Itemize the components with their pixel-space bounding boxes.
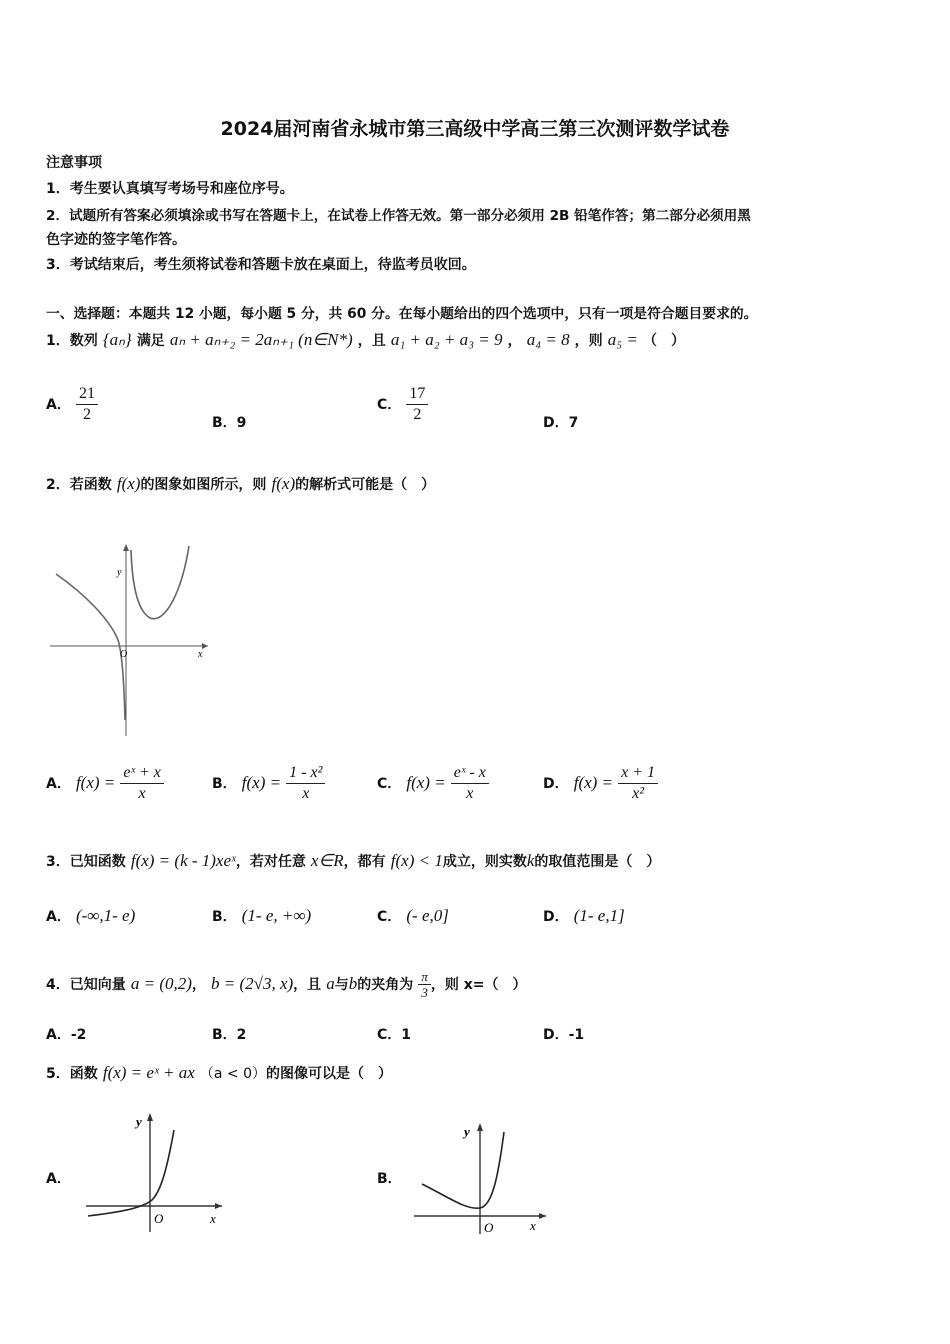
q1-ask: a₅ = — [607, 330, 638, 349]
option-lhs: f(x) = — [75, 773, 116, 792]
y-axis-label: y — [136, 1114, 142, 1129]
x-axis-arrow — [539, 1213, 546, 1219]
option-lhs: f(x) = — [406, 773, 446, 792]
q5-condition: （a < 0） — [199, 1066, 266, 1082]
q3-text: ，若对任意 — [235, 854, 306, 870]
option-fraction: $\frac{\text{eˣ - x}}{x}$ — [451, 763, 489, 804]
q2-option-c[interactable] — [377, 763, 489, 804]
option-lhs: f(x) = — [573, 773, 614, 792]
question-5-stem — [46, 1063, 392, 1083]
q1-option-b[interactable]: B．9 — [212, 415, 247, 431]
q1-condition-a4: a₄ = 8 — [526, 330, 570, 349]
option-value: (- e,0] — [406, 906, 449, 925]
q5-function: f(x) = eˣ + ax — [102, 1063, 195, 1082]
q3-option-d[interactable] — [543, 906, 625, 926]
notice-heading: 注意事项 — [46, 155, 102, 171]
q4-option-d[interactable]: D．-1 — [543, 1027, 585, 1043]
option-value: (1- e, +∞) — [241, 906, 312, 925]
q4-text: ，且 — [293, 977, 322, 993]
q1-option-a[interactable] — [46, 384, 98, 425]
q3-text: 成立，则实数 — [442, 854, 527, 870]
question-2-stem — [46, 474, 435, 494]
curve — [422, 1132, 504, 1208]
y-axis-arrow — [123, 544, 129, 551]
x-axis-arrow — [202, 643, 208, 649]
curve — [88, 1130, 174, 1216]
q2-option-a[interactable] — [46, 763, 164, 804]
q1-text: 满足 — [136, 333, 165, 349]
option-label: D． — [543, 776, 569, 792]
y-axis-label: y — [117, 567, 122, 578]
q2-function: f(x) — [271, 474, 296, 493]
q4-option-b[interactable]: B．2 — [212, 1027, 247, 1043]
q5-text: 的图像可以是（ ） — [266, 1066, 392, 1082]
q1-number: 1．数列 — [46, 333, 98, 349]
option-label: C． — [377, 397, 402, 413]
option-label: D． — [543, 909, 569, 925]
option-lhs: f(x) = — [241, 773, 282, 792]
q4-text: 与 — [334, 977, 349, 993]
origin-label: O — [120, 649, 128, 660]
y-axis-arrow — [477, 1123, 483, 1131]
q3-option-a[interactable] — [46, 906, 135, 926]
curve-left-branch — [56, 574, 128, 720]
option-label: A． — [46, 776, 71, 792]
option-label: B． — [212, 909, 237, 925]
q5-option-b-graph — [410, 1118, 556, 1238]
q1-paren: （ ） — [643, 333, 685, 349]
option-label: A． — [46, 397, 71, 413]
q4-angle: $\frac{\pi}{3}$ — [418, 969, 431, 1000]
notice-item-3: 3．考试结束后，考生须将试卷和答题卡放在桌面上，待监考员收回。 — [46, 257, 476, 273]
notice-item-2-cont: 色字迹的签字笔作答。 — [46, 232, 186, 248]
q1-option-c[interactable] — [377, 384, 428, 425]
origin-label: O — [484, 1220, 494, 1235]
notice-item-2: 2．试题所有答案必须填涂或书写在答题卡上，在试卷上作答无效。第一部分必须用 2B 铅笔作答；第二部分必须用黑 — [46, 208, 751, 224]
y-axis-arrow — [147, 1113, 153, 1121]
q3-domain: x∈R — [310, 851, 344, 870]
option-value: (-∞,1- e) — [75, 906, 136, 925]
q1-text: ，则 — [574, 333, 603, 349]
q1-recurrence: aₙ + aₙ₊₂ = 2aₙ₊₁ (n∈N*) — [169, 330, 353, 349]
notice-item-1: 1．考生要认真填写考场号和座位序号。 — [46, 181, 294, 197]
origin-label: O — [154, 1211, 164, 1226]
q4-a: a — [326, 974, 335, 993]
q3-k: k — [526, 851, 535, 870]
option-fraction: $\frac{\text{1 - x²}}{x}$ — [286, 763, 325, 804]
q2-option-d[interactable] — [543, 763, 658, 804]
option-fraction: $\frac{\text{eˣ + x}}{x}$ — [120, 763, 164, 804]
q1-sequence: {aₙ} — [102, 330, 132, 349]
q4-separator: ， — [191, 977, 206, 993]
q5-option-a[interactable]: A． — [46, 1171, 71, 1187]
q1-text: ，且 — [357, 333, 386, 349]
x-axis-label: x — [210, 1211, 216, 1226]
option-fraction: $\frac{x + 1}{\text{x²}}$ — [618, 763, 658, 804]
option-label: C． — [377, 909, 402, 925]
q5-number: 5．函数 — [46, 1066, 98, 1082]
page-title: 2024届河南省永城市第三高级中学高三第三次测评数学试卷 — [220, 118, 730, 140]
q4-text: ，则 x=（ ） — [430, 977, 527, 993]
q2-function: f(x) — [116, 474, 141, 493]
q3-option-b[interactable] — [212, 906, 311, 926]
option-label: A． — [46, 909, 71, 925]
question-1-stem — [46, 330, 685, 350]
q5-option-a-graph — [82, 1108, 228, 1236]
q3-function: f(x) = (k - 1)xeˣ — [130, 851, 236, 870]
q5-option-b[interactable]: B． — [377, 1171, 402, 1187]
option-label: C． — [377, 776, 402, 792]
q4-number: 4．已知向量 — [46, 977, 126, 993]
x-axis-arrow — [215, 1203, 222, 1209]
x-axis-label: x — [530, 1218, 536, 1233]
q4-vector-a: a = (0,2) — [130, 974, 192, 993]
y-axis-label: y — [464, 1124, 470, 1139]
q4-vector-b: b = (2√3, x) — [210, 974, 294, 993]
q4-text: 的夹角为 — [357, 977, 414, 993]
question-4-stem — [46, 969, 527, 1000]
q2-function-graph — [46, 540, 216, 740]
x-axis-label: x — [198, 649, 203, 660]
section-heading: 一、选择题：本题共 12 小题，每小题 5 分，共 60 分。在每小题给出的四个选项中，只有一项是符合题目要求的。 — [46, 306, 758, 322]
q3-text: ，都有 — [343, 854, 386, 870]
q1-option-d[interactable]: D．7 — [543, 415, 579, 431]
q4-b: b — [348, 974, 358, 993]
q1-condition-sum: a₁ + a₂ + a₃ = 9 — [390, 330, 503, 349]
q3-number: 3．已知函数 — [46, 854, 126, 870]
q3-text: 的取值范围是（ ） — [534, 854, 661, 870]
q3-option-c[interactable] — [377, 906, 449, 926]
q2-text: 的解析式可能是（ ） — [295, 477, 436, 493]
option-fraction: $\frac{17}{2}$ — [406, 384, 428, 425]
option-fraction: $\frac{21}{2}$ — [76, 384, 98, 425]
q3-inequality: f(x) < 1 — [390, 851, 443, 870]
question-3-stem — [46, 851, 660, 871]
q2-option-b[interactable] — [212, 763, 325, 804]
q4-option-a[interactable]: A．-2 — [46, 1027, 87, 1043]
q4-option-c[interactable]: C．1 — [377, 1027, 412, 1043]
curve-right-branch — [131, 546, 189, 619]
q1-separator: ， — [507, 333, 522, 349]
option-label: B． — [212, 776, 237, 792]
q2-number: 2．若函数 — [46, 477, 112, 493]
q2-text: 的图象如图所示，则 — [140, 477, 267, 493]
option-value: (1- e,1] — [573, 906, 625, 925]
